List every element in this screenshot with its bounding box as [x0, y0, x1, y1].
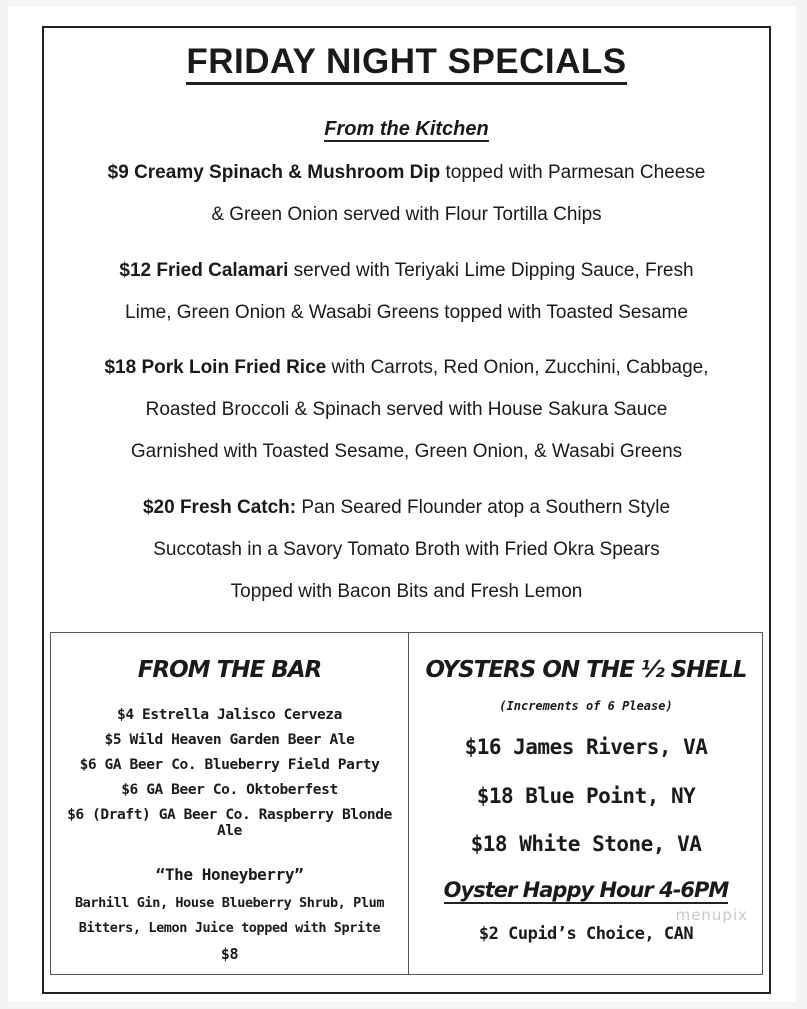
bar-item: $6 (Draft) GA Beer Co. Raspberry Blonde Ale	[67, 807, 392, 839]
bar-column	[51, 633, 408, 974]
column-divider	[408, 633, 409, 974]
oysters-heading: OYSTERS ON THE ½ SHELL	[425, 657, 747, 683]
kitchen-item-calamari	[64, 250, 749, 334]
oyster-item: $18 White Stone, VA	[470, 832, 702, 856]
oyster-item: $16 James Rivers, VA	[464, 735, 708, 759]
bar-item: $6 GA Beer Co. Oktoberfest	[121, 782, 338, 798]
bottom-section	[50, 632, 763, 975]
item-name-price: $18 Pork Loin Fried Rice	[104, 357, 327, 378]
menu-frame	[42, 26, 771, 994]
menu-page	[8, 6, 796, 1002]
item-line: Roasted Broccoli & Spinach served with House Sakura Sauce	[145, 399, 668, 420]
oysters-note: (Increments of 6 Please)	[499, 699, 673, 713]
kitchen-item-spinach-dip	[64, 152, 749, 236]
happy-hour-heading: Oyster Happy Hour 4-6PM	[443, 878, 729, 902]
item-line: $9 Creamy Spinach & Mushroom Dip topped with Parmesan Cheese	[107, 162, 706, 183]
cocktail-price: $8	[220, 945, 239, 963]
item-line: Succotash in a Savory Tomato Broth with Fried Okra Spears	[153, 539, 660, 560]
kitchen-item-fried-rice	[64, 347, 749, 473]
item-name-price: $20 Fresh Catch:	[142, 497, 297, 518]
kitchen-item-fresh-catch	[64, 487, 749, 613]
cocktail-description: Barhill Gin, House Blueberry Shrub, Plum	[74, 895, 385, 911]
watermark: menupix	[675, 906, 748, 924]
item-line: Garnished with Toasted Sesame, Green Onion, & Wasabi Greens	[130, 441, 683, 462]
bar-heading: FROM THE BAR	[137, 657, 322, 683]
item-name-price: $9 Creamy Spinach & Mushroom Dip	[107, 162, 441, 183]
item-line: Topped with Bacon Bits and Fresh Lemon	[230, 581, 583, 602]
item-line: & Green Onion served with Flour Tortilla Chips	[211, 204, 602, 225]
kitchen-heading: From the Kitchen	[324, 118, 489, 140]
oysters-column	[410, 633, 762, 974]
menu-title: FRIDAY NIGHT SPECIALS	[44, 42, 769, 82]
item-line: $18 Pork Loin Fried Rice with Carrots, Red Onion, Zucchini, Cabbage,	[104, 357, 709, 378]
item-line: $12 Fried Calamari served with Teriyaki Lime Dipping Sauce, Fresh	[119, 260, 694, 281]
oyster-item: $18 Blue Point, NY	[476, 784, 696, 808]
item-line: $20 Fresh Catch: Pan Seared Flounder atop a Southern Style	[142, 497, 671, 518]
item-name-price: $12 Fried Calamari	[119, 260, 289, 281]
happy-hour-item: $2 Cupid’s Choice, CAN	[478, 924, 694, 944]
bar-item: $4 Estrella Jalisco Cerveza	[117, 707, 342, 723]
cocktail-name: “The Honeyberry”	[155, 865, 304, 884]
bar-item: $5 Wild Heaven Garden Beer Ale	[104, 732, 355, 748]
cocktail-description: Bitters, Lemon Juice topped with Sprite	[78, 920, 381, 936]
bar-item: $6 GA Beer Co. Blueberry Field Party	[79, 757, 380, 773]
item-line: Lime, Green Onion & Wasabi Greens topped with Toasted Sesame	[125, 302, 688, 323]
